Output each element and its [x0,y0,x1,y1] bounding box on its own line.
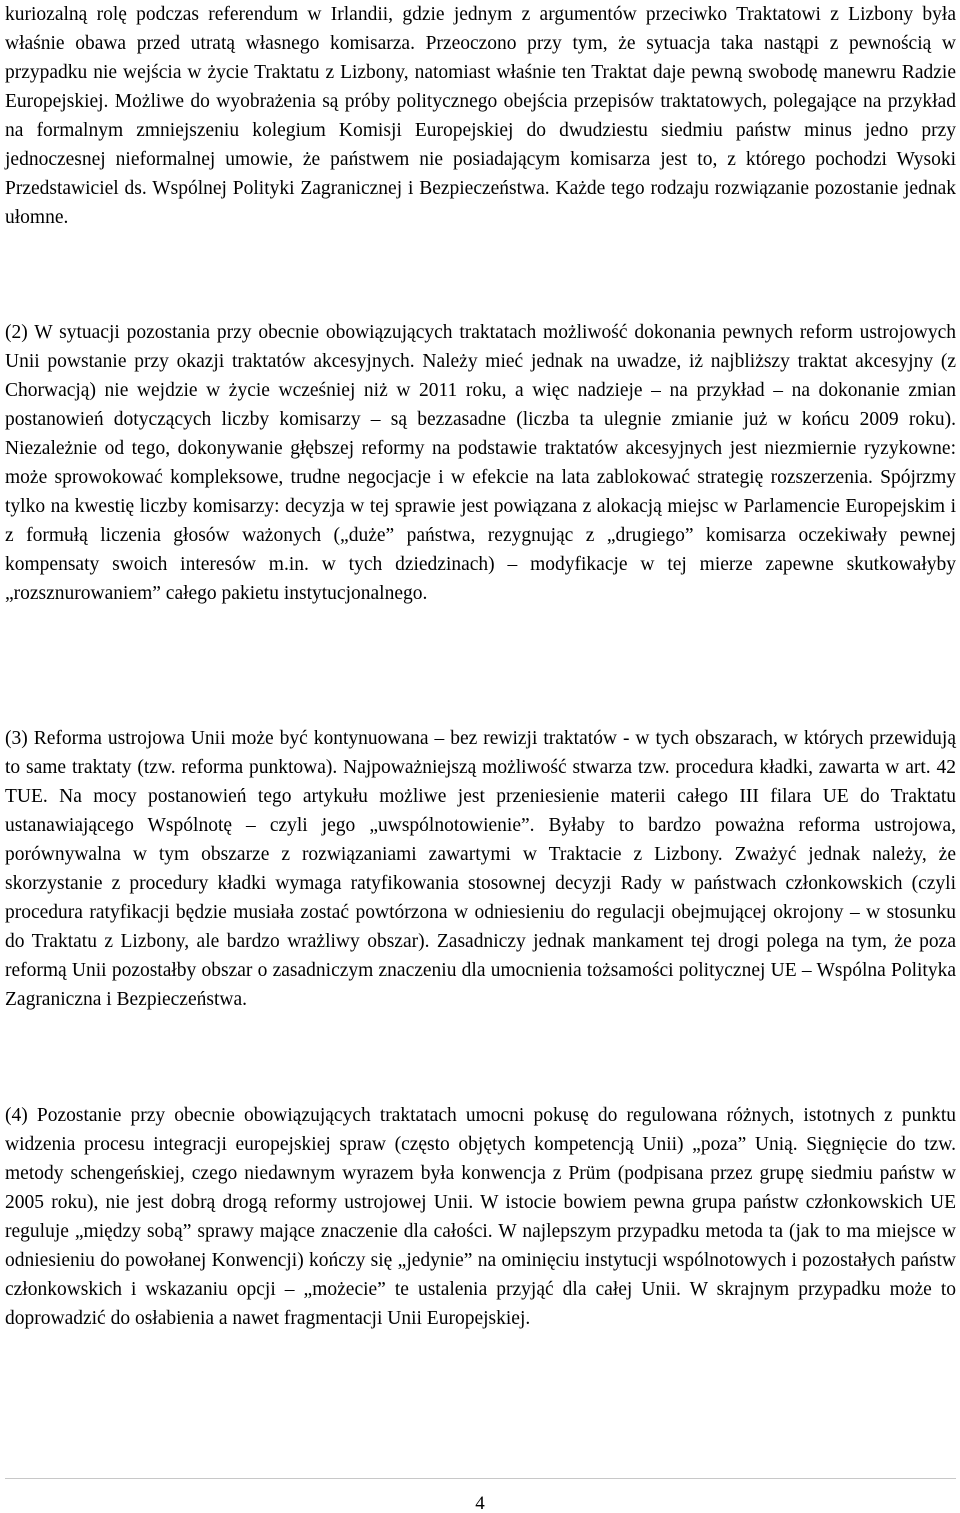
paragraph-point-3 [5,724,956,1014]
paragraph-continuation [5,0,956,232]
paragraph-point-2 [5,318,956,608]
paragraph-text-segment: kuriozalną rolę podczas referendum w Irlandii, gdzie jednym z argumentów przeciwko Traktatowi z Lizbony była właśnie obawa przed utratą własnego komisarza. Przeoczono przy tym, że sytuacja taka nastąpi z pewnością w przypadku nie wejścia w życie Traktatu z Lizbony, natomiast właśnie ten Traktat daje pewną swobodę manewru Radzie Europejskiej. [5,4,956,112]
footer-divider [5,1478,956,1479]
paragraph-point-4 [5,1101,956,1333]
page-number: 4 [475,1493,485,1513]
paragraph-text-segment: (3) Reforma ustrojowa Unii może być kontynuowana – bez rewizji traktatów - w tych obszarach, w których przewidują to same traktaty (tzw. reforma punktowa). Najpoważniejszą możliwość stwarza tzw. procedura kładki, zawarta w art. 42 TUE. Na mocy postanowień tego artykułu możliwe jest przeniesienie materii całego III filara UE do Traktatu ustanawiającego Wspólnotę – czyli jego „uwspólnotowienie”. Byłaby to bardzo poważna reforma ustrojowa, porównywalna w tym obszarze z rozwiązaniami zawartymi w Traktacie z Lizbony. Zważyć jednak należy, że skorzystanie z procedury kładki wymaga ratyfikowania stosownej decyzji Rady w państwach członkowskich (czyli procedura ratyfikacji będzie musiała zostać powtórzona w odniesieniu do regulacji obejmującej okrojony – w stosunku do Traktatu z Lizbony, ale bardzo wrażliwy obszar). Zasadniczy jednak mankament tej drogi polega na tym, że poza reformą Unii pozostałby obszar o zasadniczym znaczeniu dla umocnienia tożsamości politycznej UE – Wspólna Polityka Zagraniczna i Bezpieczeństwa. [5,728,956,1010]
paragraph-text-segment: (2) W sytuacji pozostania przy obecnie obowiązujących traktatach możliwość dokonania pewnych reform ustrojowych Unii powstanie przy okazji traktatów akcesyjnych. Należy mieć jednak na uwadze, iż najbliższy traktat akcesyjny (z Chorwacją) nie wejdzie w życie wcześniej niż w 2011 roku, a więc nadzieje – na przykład – na dokonanie zmian postanowień dotyczących liczby komisarzy – są bezzasadne (liczba ta ulegnie zmianie już w końcu 2009 roku). Niezależnie od tego, dokonywanie głębszej reformy na podstawie traktatów akcesyjnych jest niezmiernie ryzykowne: może sprowokować kompleksowe, trudne negocjacje i w efekcie na lata zablokować strategię rozszerzenia. Spójrzmy tylko na kwestię liczby komisarzy: decyzja w tej sprawie jest powiązana z alokacją miejsc w Parlamencie Europejskim i z formułą liczenia głosów ważonych („duże” państwa, rezygnując z „drugiego” komisarza oczekiwały pewnej kompensaty swoich interesów m.in. w tych dziedzinach) – modyfikacje w tej mierze zapewne skutkowałyby „rozsznurowaniem” całego pakietu instytucjonalnego. [5,322,956,604]
paragraph-text-segment: (4) Pozostanie przy obecnie obowiązujących traktatach umocni pokusę do regulowana różnych, istotnych z punktu widzenia procesu integracji europejskiej spraw (często objętych kompetencją Unii) „poza” Unią. Sięgnięcie do tzw. metody schengeńskiej, czego niedawnym wyrazem była konwencja z Prüm (podpisana przez grupę siedmiu państw w 2005 roku), nie jest dobrą drogą reformy ustrojowej Unii. W istocie bowiem pewna grupa państw członkowskich UE reguluje „między sobą” sprawy mające znaczenie dla całości. W najlepszym przypadku metoda ta (jak to ma miejsce w odniesieniu do powołanej Konwencji) kończy się „jedynie” na ominięciu instytucji wspólnotowych i pozostałych państw członkowskich i wskazaniu opcji – „możecie” te ustalenia przyjąć dla całej Unii. W skrajnym przypadku może to doprowadzić do osłabienia a nawet fragmentacji Unii Europejskiej. [5,1105,956,1329]
paragraph-text-segment: Możliwe do wyobrażenia są próby politycznego obejścia przepisów traktatowych, polegające na przykład na formalnym zmniejszeniu kolegium Komisji Europejskiej do dwudziestu siedmiu państw minus jedno przy jednoczesnej nieformalnej umowie, że państwem nie posiadającym komisarza jest to, z którego pochodzi Wysoki Przedstawiciel ds. Wspólnej Polityki Zagranicznej i Bezpieczeństwa. Każde tego rodzaju rozwiązanie pozostanie jednak ułomne. [5,91,956,228]
